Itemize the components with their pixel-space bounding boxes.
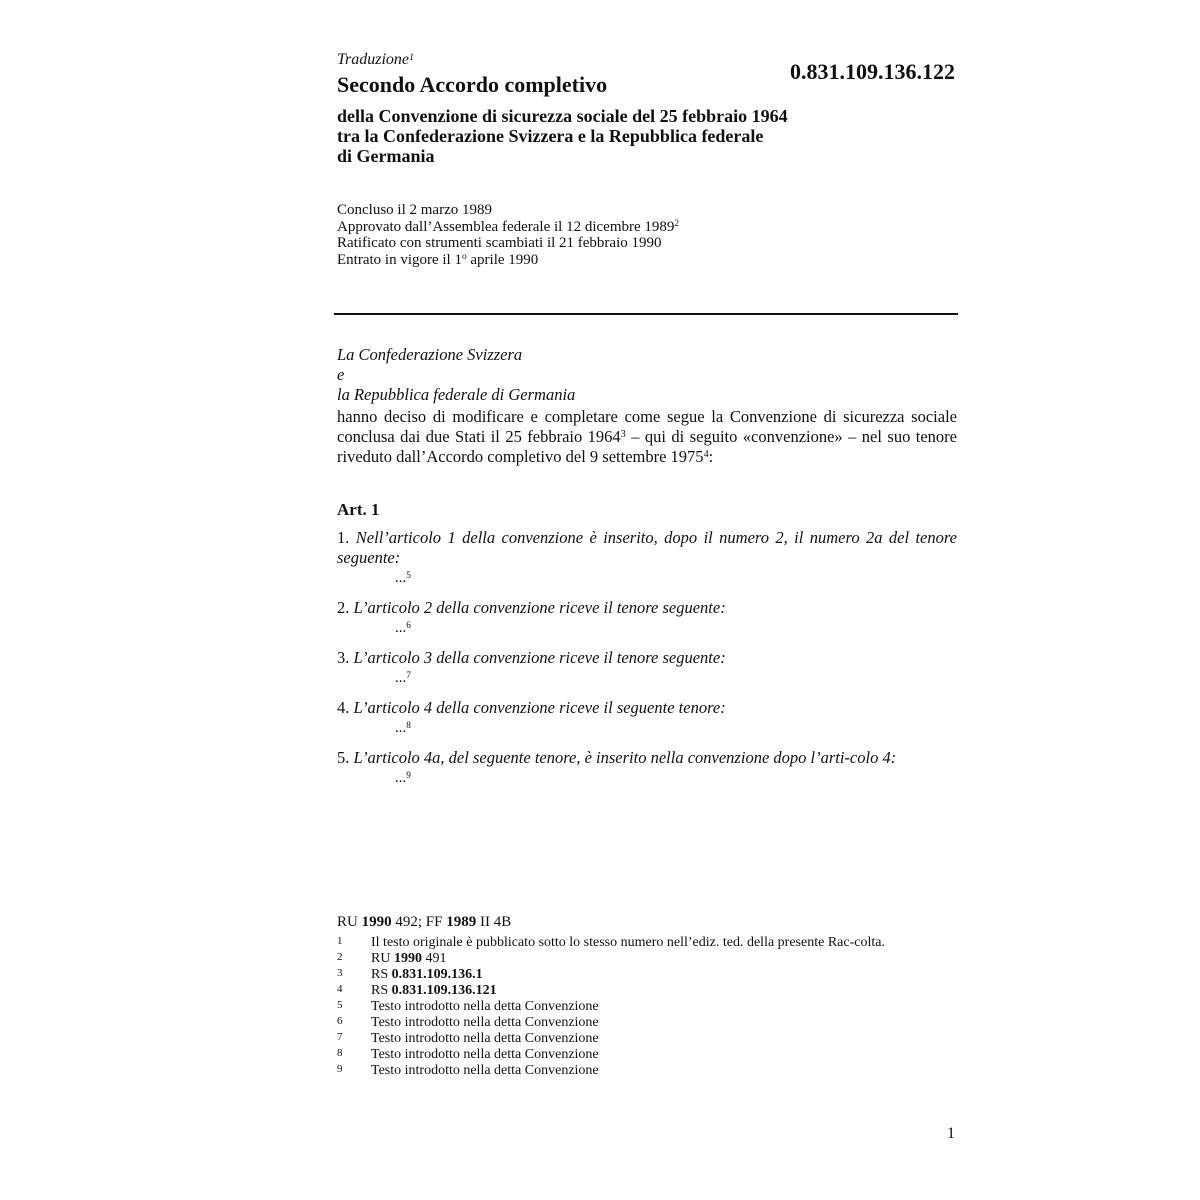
article-item	[337, 698, 957, 738]
footnote-number: 9	[337, 1063, 343, 1075]
footnote-number: 4	[337, 983, 343, 995]
ordinal-indicator: o	[461, 252, 467, 263]
footnote-number: 6	[337, 1015, 343, 1027]
item-number: 1.	[337, 528, 350, 547]
article-items	[337, 528, 957, 798]
footnote-number: 7	[337, 1031, 343, 1043]
article-item	[337, 598, 957, 638]
subtitle-line: tra la Confederazione Svizzera e la Repubblica federale	[337, 126, 764, 146]
item-text: L’articolo 4 della convenzione riceve il seguente tenore:	[353, 698, 726, 717]
item-number: 4.	[337, 698, 350, 717]
preamble-text: hanno deciso di modificare e completare come segue la Convenzione di sicurezza sociale conclusa dai due Stati il 25 febbraio 1964$^3$ – qui di seguito «convenzione» – nel suo tenore riveduto dall’Accordo completivo del 9 settembre 1975$^4$:	[337, 407, 957, 466]
footnote: 9 Testo introdotto nella detta Convenzione	[337, 1063, 599, 1078]
translation-label: Traduzione$^1$	[337, 51, 414, 68]
footnote-ref-9[interactable]: 9	[406, 770, 411, 781]
concluded-date: Concluso il 2 marzo 1989	[337, 202, 492, 218]
footnote-ref-3[interactable]: 3	[620, 429, 626, 441]
item-text: L’articolo 2 della convenzione riceve il tenore seguente:	[353, 598, 726, 617]
approved-date: Approvato dall’Assemblea federale il 12 dicembre 1989$^2$	[337, 218, 680, 235]
sr-number: 0.831.109.136.122	[790, 59, 955, 84]
footnotes	[337, 935, 937, 1079]
item-text: L’articolo 4a, del seguente tenore, è inserito nella convenzione dopo l’arti-colo 4:	[353, 748, 897, 767]
document-subtitle	[337, 106, 897, 166]
footnote-number: 1	[337, 935, 343, 947]
page-number: 1	[947, 1125, 955, 1142]
footnote-ref-5[interactable]: 5	[406, 570, 411, 581]
item-number: 2.	[337, 598, 350, 617]
article-heading: Art. 1	[337, 500, 380, 519]
ratified-date: Ratificato con strumenti scambiati il 21 febbraio 1990	[337, 235, 662, 251]
footnote-number: 3	[337, 967, 343, 979]
omitted-text: ...$^7$	[395, 670, 411, 686]
omitted-text: ...$^9$	[395, 770, 411, 786]
party-germany: la Repubblica federale di Germania	[337, 385, 576, 404]
footnote: 2 RU 1990 491	[337, 951, 447, 966]
article-item	[337, 528, 957, 588]
document-title: Secondo Accordo completivo	[337, 72, 608, 97]
footnote: 4 RS 0.831.109.136.121	[337, 983, 497, 998]
footnote-ref-1[interactable]: 1	[409, 51, 414, 63]
footnote: 5 Testo introdotto nella detta Convenzione	[337, 999, 599, 1014]
subtitle-line: della Convenzione di sicurezza sociale del 25 febbraio 1964	[337, 106, 788, 126]
footnote-ref-8[interactable]: 8	[406, 720, 411, 731]
omitted-text: ...$^5$	[395, 570, 411, 586]
footnote-ref-7[interactable]: 7	[406, 670, 411, 681]
item-text: Nell’articolo 1 della convenzione è inserito, dopo il numero 2, il numero 2a del tenore seguente:	[337, 528, 958, 567]
item-number: 5.	[337, 748, 350, 767]
footnote-number: 2	[337, 951, 343, 963]
footnote-ref-4[interactable]: 4	[703, 449, 709, 461]
conjunction: e	[337, 365, 345, 384]
footnote: 6 Testo introdotto nella detta Convenzione	[337, 1015, 599, 1030]
official-collection-reference: RU 1990 492; FF 1989 II 4B	[337, 914, 512, 930]
omitted-text: ...$^6$	[395, 620, 411, 636]
item-number: 3.	[337, 648, 350, 667]
footnote-number: 8	[337, 1047, 343, 1059]
article-item	[337, 648, 957, 688]
footnote-ref-2[interactable]: 2	[674, 219, 680, 230]
footnote: 7 Testo introdotto nella detta Convenzione	[337, 1031, 599, 1046]
item-text: L’articolo 3 della convenzione riceve il tenore seguente:	[353, 648, 726, 667]
preamble	[337, 345, 957, 467]
footnote-ref-6[interactable]: 6	[406, 620, 411, 631]
footnote: 3 RS 0.831.109.136.1	[337, 967, 483, 982]
party-switzerland: La Confederazione Svizzera	[337, 345, 523, 364]
entry-into-force-date: Entrato in vigore il 1$^o$ aprile 1990	[337, 251, 539, 268]
horizontal-divider	[334, 313, 958, 315]
dates-block	[337, 202, 679, 268]
subtitle-line: di Germania	[337, 146, 435, 166]
footnote: 8 Testo introdotto nella detta Convenzione	[337, 1047, 599, 1062]
footnote-number: 5	[337, 999, 343, 1011]
omitted-text: ...$^8$	[395, 720, 411, 736]
article-item	[337, 748, 957, 788]
footnote: 1 Il testo originale è pubblicato sotto lo stesso numero nell’ediz. ted. della presente Rac-colta.	[337, 935, 885, 950]
